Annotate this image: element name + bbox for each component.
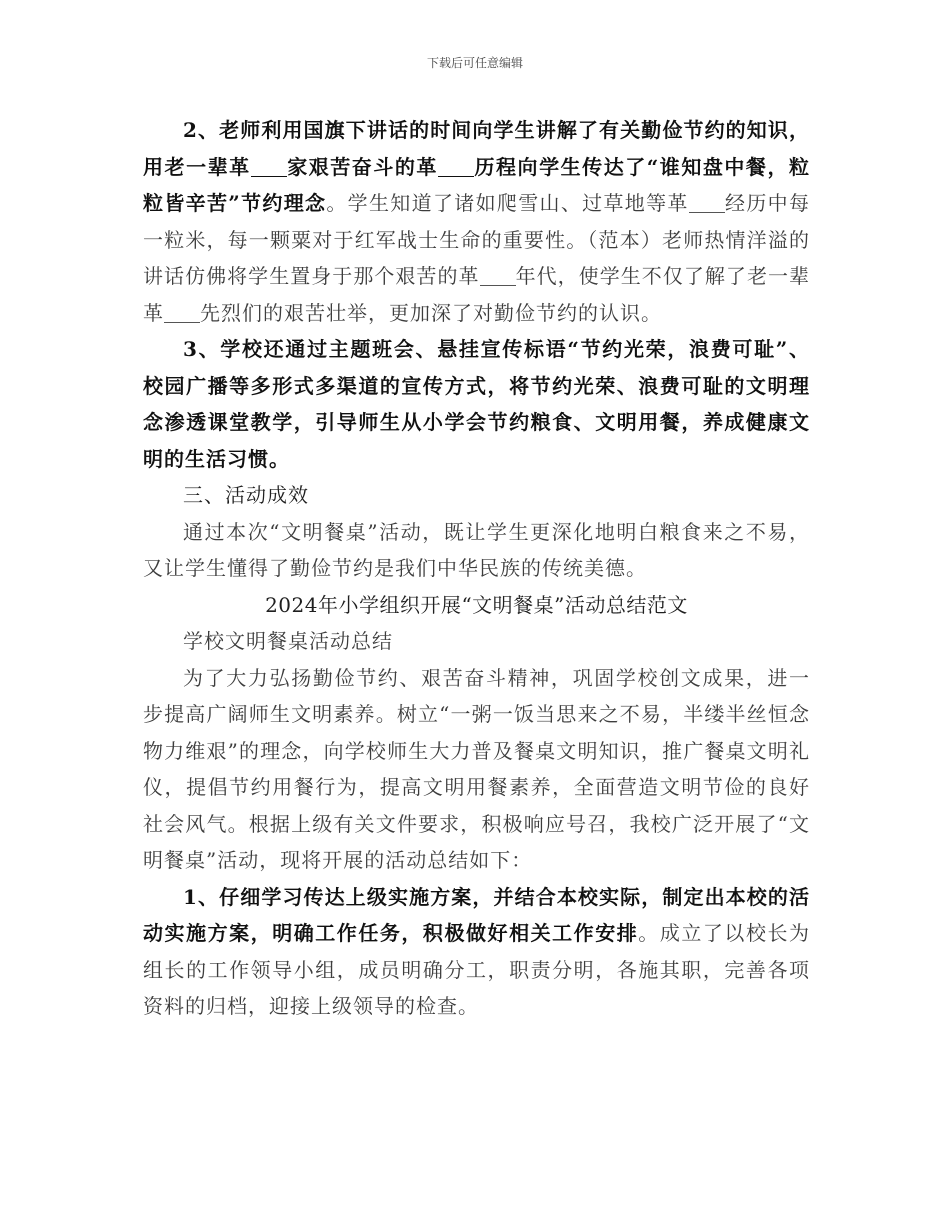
- paragraph-item-2: [143, 112, 810, 331]
- item-2-text-part-d: 先烈们的艰苦壮举，更加深了对勤俭节约的认识。: [200, 300, 662, 325]
- document-subtitle: 学校文明餐桌活动总结: [183, 629, 393, 653]
- page-header-note: 下载后可任意编辑: [426, 56, 523, 70]
- section-heading-effects: 三、活动成效: [183, 483, 309, 507]
- paragraph-item-3: 3、学校还通过主题班会、悬挂宣传标语“节约光荣，浪费可耻”、校园广播等多形式多渠道的宣传方式，将节约光荣、浪费可耻的文明理念渗透课堂教学，引导师生从小学会节约粮食、文明用餐，养成健康文明的生活习惯。: [143, 337, 810, 471]
- paragraph-item-1: [143, 879, 810, 1025]
- item-2-bold-part-c: 历程向学生传达了“谁知盘中餐，粒粒皆辛苦”节约理念: [143, 154, 810, 215]
- document-body: [143, 112, 810, 1025]
- item-1-text-part: 。成立了以校长为组长的工作领导小组，成员明确分工，职责分明，各施其职，完善各项资料的归档，迎接上级领导的检查。: [143, 921, 811, 1018]
- item-2-bold-part-a: 2、老师利用国旗下讲话的时间向学生讲解了有关勤俭节约的知识，用老一辈革: [143, 118, 810, 179]
- item-2-text-part-a: 。学生知道了诸如爬雪山、过草地等革: [326, 191, 689, 215]
- paragraph-intro: 为了大力弘扬勤俭节约、艰苦奋斗精神，巩固学校创文成果，进一步提高广阔师生文明素养。树立“一粥一饭当思来之不易，半缕半丝恒念物力维艰”的理念，向学校师生大力普及餐桌文明知识，推广餐桌文明礼仪，提倡节约用餐行为，提高文明用餐素养，全面营造文明节俭的良好社会风气。根据上级有关文件要求，积极响应号召，我校广泛开展了“文明餐桌”活动，现将开展的活动总结如下：: [143, 665, 810, 872]
- fill-blank: [438, 156, 474, 177]
- fill-blank: [689, 192, 725, 213]
- item-2-bold-part-b: 家艰苦奋斗的革: [286, 154, 438, 179]
- document-title: 2024年小学组织开展“文明餐桌”活动总结范文: [265, 592, 688, 617]
- item-2-text-part-c: 年代，使学生不仅了解了老一辈革: [143, 264, 811, 325]
- item-1-bold-part: 1、仔细学习传达上级实施方案，并结合本校实际，制定出本校的活动实施方案，明确工作任务，积极做好相关工作安排: [143, 884, 810, 945]
- item-2-text-part-b: 经历中每一粒米，每一颗粟对于红军战士生命的重要性。（范本）老师热情洋溢的讲话仿佛将学生置身于那个艰苦的革: [143, 191, 810, 288]
- paragraph-effects: 通过本次“文明餐桌”活动，既让学生更深化地明白粮食来之不易，又让学生懂得了勤俭节约是我们中华民族的传统美德。: [143, 519, 810, 580]
- fill-blank: [480, 265, 516, 286]
- fill-blank: [164, 302, 200, 323]
- fill-blank: [251, 156, 287, 177]
